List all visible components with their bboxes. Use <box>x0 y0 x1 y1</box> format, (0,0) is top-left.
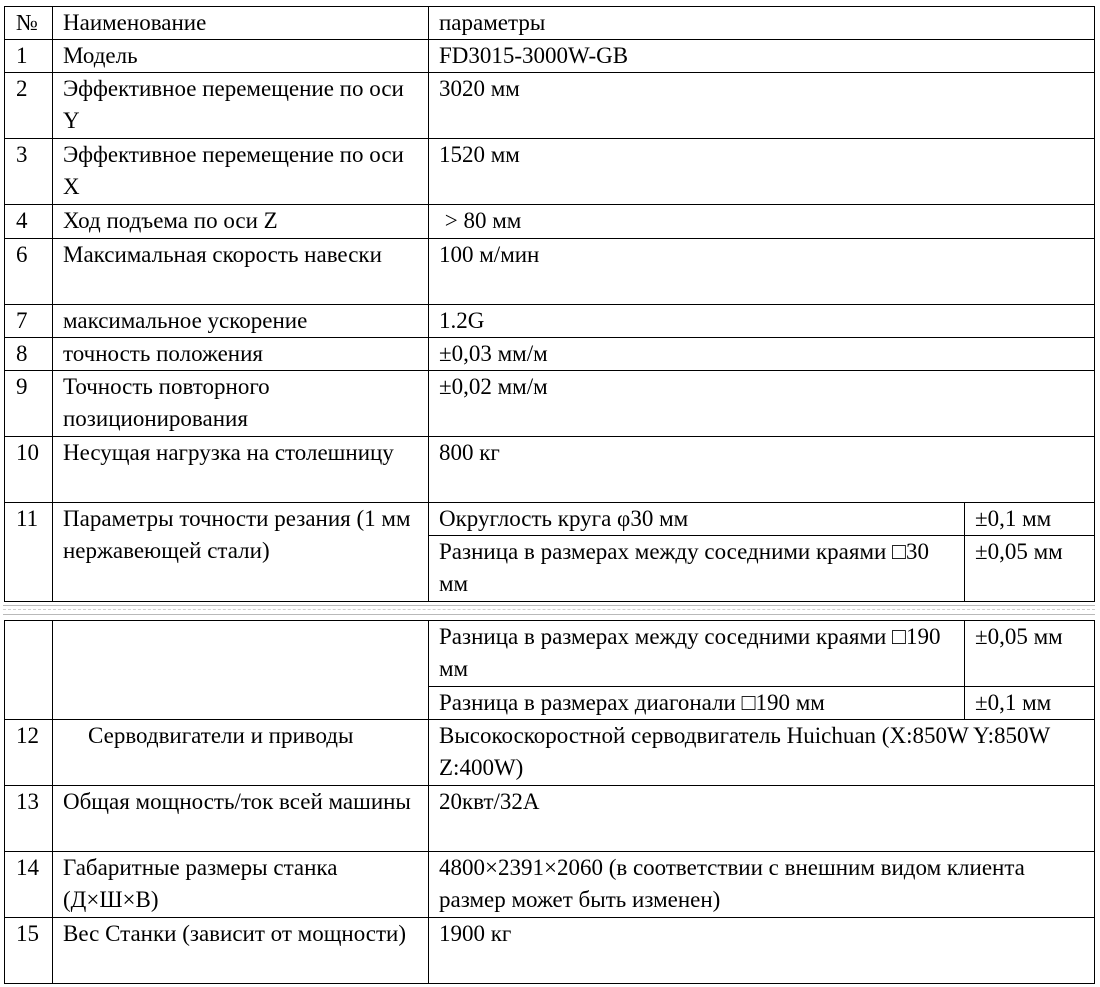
table-row <box>5 371 1095 437</box>
row-value: FD3015-3000W-GB <box>439 43 629 68</box>
row-value: 1520 мм <box>439 142 520 167</box>
row-name: точность положения <box>63 341 264 366</box>
row-number: 15 <box>16 921 39 946</box>
table-row <box>5 437 1095 503</box>
table-row <box>5 205 1095 239</box>
row-number: 1 <box>16 43 28 68</box>
table-header-row <box>5 7 1095 40</box>
table-row <box>5 73 1095 139</box>
row-name: Габаритные размеры станка (Д×Ш×В) <box>63 855 338 912</box>
header-value: параметры <box>439 10 546 35</box>
row-number: 3 <box>16 142 28 167</box>
header-value-cell <box>429 7 1095 40</box>
row-value: 800 кг <box>439 440 500 465</box>
row-name: Ход подъема по оси Z <box>63 208 278 233</box>
row-name: Несущая нагрузка на столешницу <box>63 440 394 465</box>
table-row <box>5 852 1095 918</box>
header-number: № <box>16 10 38 35</box>
row-value: ±0,03 мм/м <box>439 341 548 366</box>
accuracy-item-label: Разница в размерах между соседними краями □190 мм <box>439 624 941 681</box>
header-number-cell <box>5 7 53 40</box>
row-name: Эффективное перемещение по оси Y <box>63 76 404 133</box>
table-row <box>5 786 1095 852</box>
row-name: Максимальная скорость навески <box>63 242 382 267</box>
row-value: 1900 кг <box>439 921 512 946</box>
row-name: Модель <box>63 43 138 68</box>
header-name: Наименование <box>63 10 207 35</box>
table-row <box>5 239 1095 305</box>
row-name: Серводвигатели и приводы <box>88 723 354 748</box>
spec-table-part-1 <box>4 6 1095 602</box>
table-row <box>5 338 1095 371</box>
row-value: 20квт/32A <box>439 789 540 814</box>
table-row <box>5 720 1095 786</box>
row-value: Высокоскоростной серводвигатель Huichuan (X:850W Y:850W Z:400W) <box>439 723 1056 780</box>
row-number: 10 <box>16 440 39 465</box>
row-value: 100 м/мин <box>439 242 540 267</box>
row-name: Точность повторного позиционирования <box>63 374 270 431</box>
table-row <box>5 918 1095 984</box>
row-number: 13 <box>16 789 39 814</box>
row-number: 7 <box>16 308 28 333</box>
header-name-cell <box>53 7 429 40</box>
row-name: максимальное ускорение <box>63 308 308 333</box>
table-row <box>5 139 1095 205</box>
table-row <box>5 305 1095 338</box>
row-value: > 80 мм <box>439 208 522 233</box>
row-value: ±0,02 мм/м <box>439 374 548 399</box>
row-number: 12 <box>16 723 39 748</box>
accuracy-item-value: ±0,05 мм <box>975 624 1063 649</box>
accuracy-item-label: Округлость круга φ30 мм <box>439 506 689 531</box>
accuracy-item-value: ±0,05 мм <box>975 539 1063 564</box>
row-number: 8 <box>16 341 28 366</box>
row-name: Эффективное перемещение по оси X <box>63 142 404 199</box>
row-name: Общая мощность/ток всей машины <box>63 789 411 814</box>
row-value: 1.2G <box>439 308 485 333</box>
row-number: 4 <box>16 208 28 233</box>
row-number: 11 <box>16 506 39 531</box>
row-number: 2 <box>16 76 28 101</box>
accuracy-item-label: Разница в размерах между соседними краями □30 мм <box>439 539 929 596</box>
row-name: Вес Станки (зависит от мощности) <box>63 921 407 946</box>
row-name: Параметры точности резания (1 мм нержавеющей стали) <box>63 506 411 563</box>
accuracy-item-value: ±0,1 мм <box>975 506 1052 531</box>
row-value: 4800×2391×2060 (в соответствии с внешним видом клиента размер может быть изменен) <box>439 855 1031 912</box>
row-value: 3020 мм <box>439 76 520 101</box>
table-row <box>5 621 1095 687</box>
spec-table-part-2 <box>4 620 1095 984</box>
page-break <box>3 605 1095 615</box>
row-number: 14 <box>16 855 39 880</box>
row-number: 9 <box>16 374 28 399</box>
table-row <box>5 503 1095 536</box>
table-row <box>5 40 1095 73</box>
accuracy-item-value: ±0,1 мм <box>975 690 1052 715</box>
accuracy-item-label: Разница в размерах диагонали □190 мм <box>439 690 825 715</box>
row-number: 6 <box>16 242 28 267</box>
